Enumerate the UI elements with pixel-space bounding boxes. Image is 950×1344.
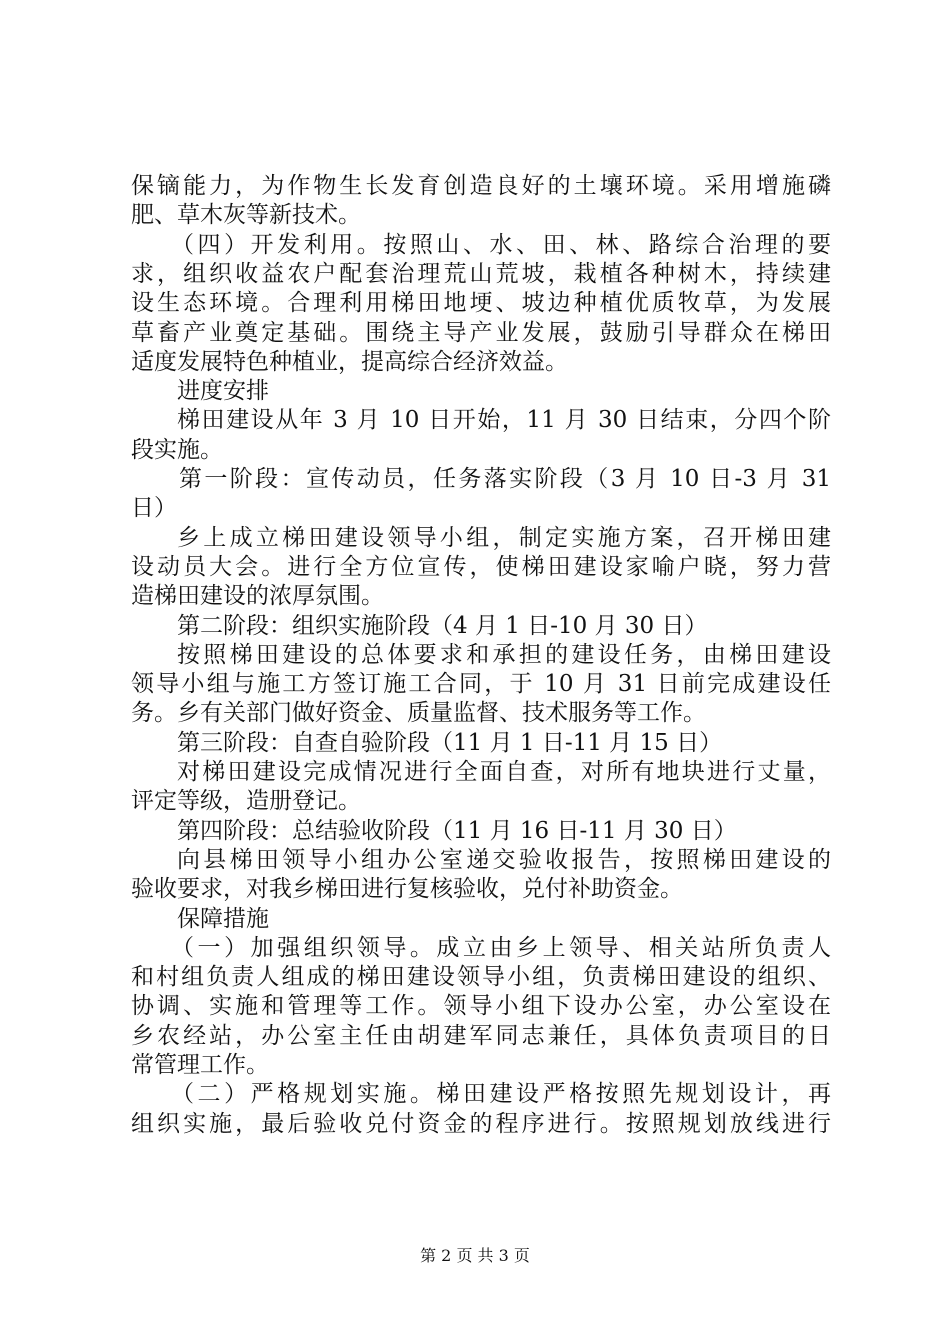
text-line: 领导小组与施工方签订施工合同，于 10 月 31 日前完成建设任: [131, 671, 831, 697]
text-line: 第三阶段：自查自验阶段（11 月 1 日-11 月 15 日）: [177, 730, 723, 756]
text-line: （二）严格规划实施。梯田建设严格按照先规划设计，再: [171, 1081, 831, 1107]
text-line: 求，组织收益农户配套治理荒山荒坡，栽植各种树木，持续建: [131, 261, 831, 287]
text-line: 造梯田建设的浓厚氛围。: [131, 583, 384, 609]
text-line: 保障措施: [177, 906, 269, 932]
page-footer: 第 2 页 共 3 页: [420, 1246, 530, 1265]
text-line: 适度发展特色种植业，提高综合经济效益。: [131, 349, 568, 375]
text-line: 组织实施，最后验收兑付资金的程序进行。按照规划放线进行: [131, 1111, 831, 1137]
text-line: 按照梯田建设的总体要求和承担的建设任务，由梯田建设: [177, 642, 831, 668]
text-line: 和村组负责人组成的梯田建设领导小组，负责梯田建设的组织、: [131, 964, 831, 990]
text-line: 务。乡有关部门做好资金、质量监督、技术服务等工作。: [131, 700, 706, 726]
text-line: 草畜产业奠定基础。围绕主导产业发展，鼓励引导群众在梯田: [131, 320, 831, 346]
text-line: 向县梯田领导小组办公室递交验收报告，按照梯田建设的: [177, 847, 831, 873]
text-line: 进度安排: [177, 378, 269, 404]
text-line: （四）开发利用。按照山、水、田、林、路综合治理的要: [171, 232, 831, 258]
text-line: 设生态环境。合理利用梯田地埂、坡边种植优质牧草，为发展: [131, 290, 831, 316]
text-line: 乡农经站，办公室主任由胡建军同志兼任，具体负责项目的日: [131, 1023, 831, 1049]
text-line: 对梯田建设完成情况进行全面自查，对所有地块进行丈量，: [177, 759, 831, 785]
text-line: 梯田建设从年 3 月 10 日开始，11 月 30 日结束，分四个阶: [177, 407, 831, 433]
text-line: 乡上成立梯田建设领导小组，制定实施方案，召开梯田建: [177, 525, 831, 551]
text-line: 协调、实施和管理等工作。领导小组下设办公室，办公室设在: [131, 993, 831, 1019]
text-line: （一）加强组织领导。成立由乡上领导、相关站所负责人: [171, 935, 831, 961]
text-line: 常管理工作。: [131, 1052, 269, 1078]
text-line: 评定等级，造册登记。: [131, 788, 361, 814]
text-line: 第四阶段：总结验收阶段（11 月 16 日-11 月 30 日）: [177, 818, 737, 844]
text-line: 第二阶段：组织实施阶段（4 月 1 日-10 月 30 日）: [177, 613, 708, 639]
text-line: 日）: [131, 495, 177, 521]
text-line: 肥、草木灰等新技术。: [131, 202, 361, 228]
text-line: 第一阶段：宣传动员，任务落实阶段（3 月 10 日-3 月 31: [179, 466, 831, 492]
text-line: 验收要求，对我乡梯田进行复核验收，兑付补助资金。: [131, 876, 683, 902]
text-line: 设动员大会。进行全方位宣传，使梯田建设家喻户晓，努力营: [131, 554, 831, 580]
text-line: 段实施。: [131, 437, 223, 463]
text-line: 保镝能力，为作物生长发育创造良好的土壤环境。采用增施磷: [131, 173, 831, 199]
